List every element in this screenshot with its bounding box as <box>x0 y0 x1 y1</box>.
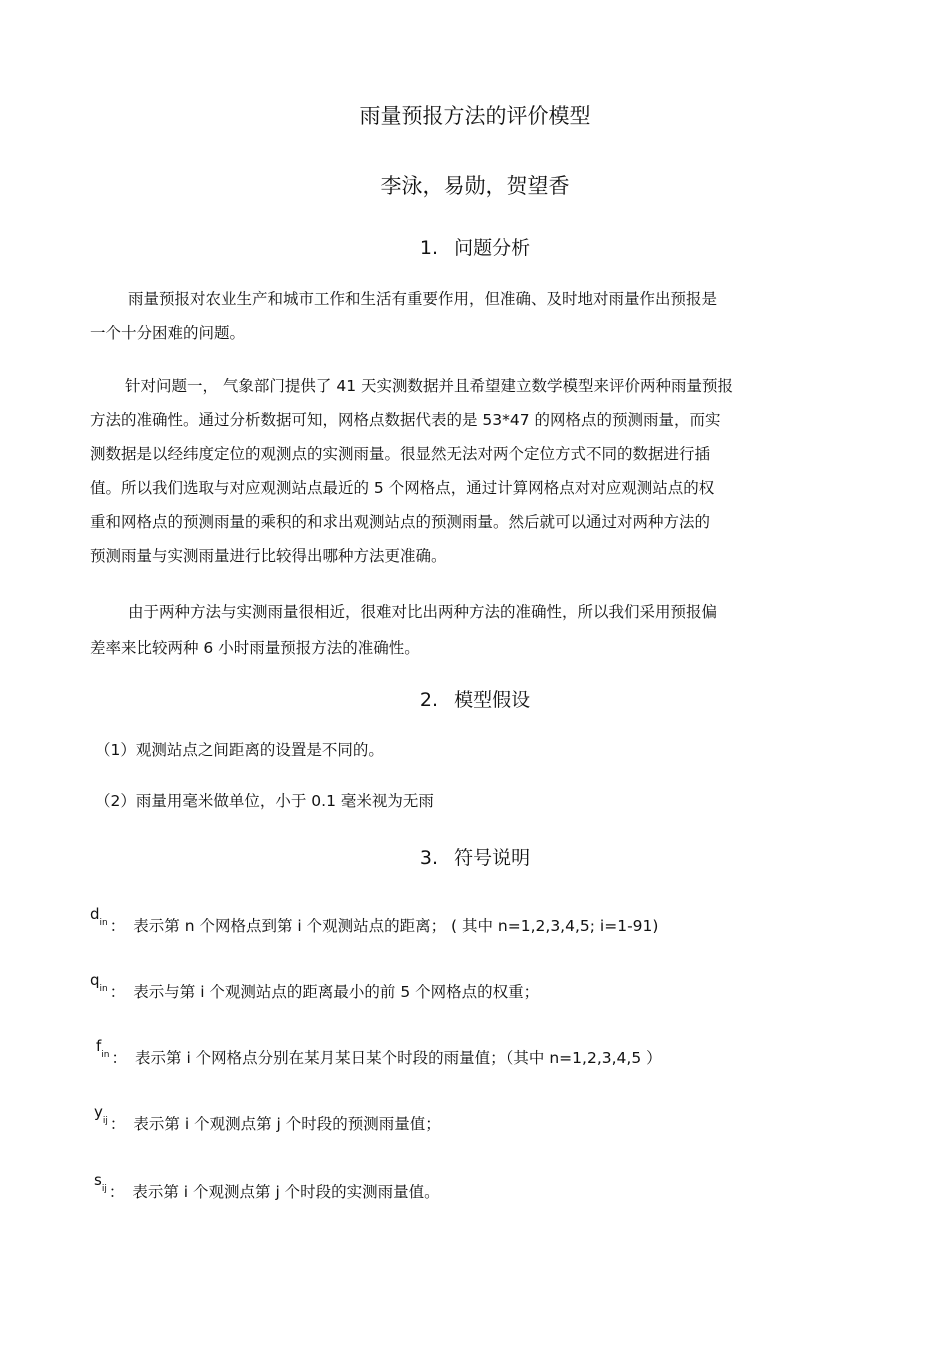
paragraph-line: 雨量预报对农业生产和城市工作和生活有重要作用，但准确、及时地对雨量作出预报是 <box>128 290 718 308</box>
section-heading-symbols <box>0 843 950 870</box>
paragraph-line: 重和网格点的预测雨量的乘积的和求出观测站点的预测雨量。然后就可以通过对两种方法的 <box>90 513 711 531</box>
symbol-description: 表示与第 i 个观测站点的距离最小的前 5 个网格点的权重； <box>133 983 540 1001</box>
symbol-description: 表示第 i 个观测点第 j 个时段的实测雨量值。 <box>132 1183 440 1201</box>
symbol-definition-y <box>90 1103 441 1134</box>
paragraph-line: 测数据是以经纬度定位的观测点的实测雨量。很显然无法对两个定位方式不同的数据进行插 <box>90 445 711 463</box>
section-title: 符号说明 <box>454 847 531 869</box>
paragraph-line: 值。所以我们选取与对应观测站点最近的 5 个网格点，通过计算网格点对对应观测站点的权 <box>90 479 715 497</box>
symbol-subscript: ij <box>102 1116 108 1126</box>
symbol-base: d <box>90 905 100 923</box>
symbol-colon: ： <box>108 1183 125 1201</box>
paragraph-line: 差率来比较两种 6 小时雨量预报方法的准确性。 <box>90 639 420 657</box>
paragraph-line: 预测雨量与实测雨量进行比较得出哪种方法更准确。 <box>90 547 447 565</box>
symbol-description: 表示第 n 个网格点到第 i 个观测站点的距离； ( 其中 n=1,2,3,4,5; i=1-91) <box>133 917 659 935</box>
symbol-base: f <box>96 1037 102 1055</box>
section-number: 2. <box>419 689 439 711</box>
section-title: 问题分析 <box>454 237 531 259</box>
paper-title: 雨量预报方法的评价模型 <box>359 104 591 128</box>
symbol-definition-s <box>90 1171 440 1202</box>
symbol-description: 表示第 i 个观测点第 j 个时段的预测雨量值； <box>133 1115 441 1133</box>
symbol-base: y <box>94 1103 103 1121</box>
section-title: 模型假设 <box>454 689 531 711</box>
section-heading-analysis <box>0 233 950 260</box>
assumption-item-1: （1）观测站点之间距离的设置是不同的。 <box>95 741 384 759</box>
symbol-definition-d <box>90 905 659 936</box>
section-number: 1. <box>419 237 439 259</box>
symbol-colon: ： <box>109 1115 126 1133</box>
paragraph-line: 针对问题一， 气象部门提供了 41 天实测数据并且希望建立数学模型来评价两种雨量预报 <box>125 377 734 395</box>
paragraph-line: 方法的准确性。通过分析数据可知，网格点数据代表的是 53*47 的网格点的预测雨量，而实 <box>90 411 721 429</box>
paper-authors: 李泳，易勋，贺望香 <box>380 174 570 198</box>
section-number: 3. <box>419 847 439 869</box>
symbol-subscript: in <box>99 984 108 994</box>
symbol-colon: ： <box>111 1049 128 1067</box>
symbol-colon: ： <box>109 917 126 935</box>
assumption-item-2: （2）雨量用毫米做单位，小于 0.1 毫米视为无雨 <box>95 792 434 810</box>
symbol-colon: ： <box>109 983 126 1001</box>
section-heading-assumptions <box>0 685 950 712</box>
symbol-base: q <box>90 971 100 989</box>
symbol-subscript: in <box>101 1050 110 1060</box>
symbol-description: 表示第 i 个网格点分别在某月某日某个时段的雨量值；（其中 n=1,2,3,4,5 ） <box>135 1049 662 1067</box>
paragraph-line: 一个十分困难的问题。 <box>90 324 246 342</box>
symbol-base: s <box>94 1171 102 1189</box>
symbol-definition-f <box>90 1037 662 1068</box>
symbol-definition-q <box>90 971 540 1002</box>
symbol-subscript: in <box>99 918 108 928</box>
symbol-subscript: ij <box>101 1184 107 1194</box>
paragraph-line: 由于两种方法与实测雨量很相近，很难对比出两种方法的准确性，所以我们采用预报偏 <box>128 603 718 621</box>
